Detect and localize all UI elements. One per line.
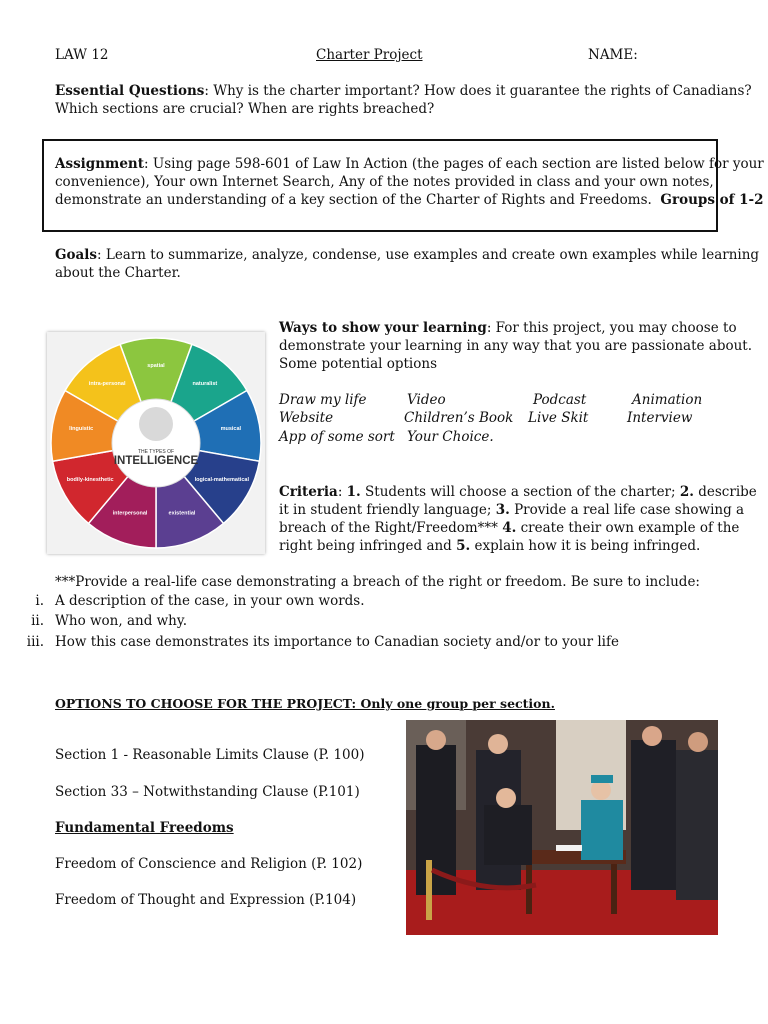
wheel-segment-label: bodily-kinesthetic xyxy=(66,477,114,483)
case-intro: ***Provide a real-life case demonstrating a breach of the right or freedom. Be sure to include: xyxy=(55,574,700,590)
groups-note: Groups of 1-2 xyxy=(660,192,764,208)
fundamental-freedoms-heading: Fundamental Freedoms xyxy=(55,820,234,836)
wheel-segment-label: musical xyxy=(220,425,242,432)
case-item: A description of the case, in your own words. xyxy=(55,593,365,609)
head-icon xyxy=(139,407,173,441)
wheel-segment-label: logical-mathematical xyxy=(194,477,250,483)
wheel-segment-label: interpersonal xyxy=(112,510,148,517)
assignment-label: Assignment xyxy=(55,156,144,172)
case-item-num: i. xyxy=(35,593,44,609)
essential-label: Essential Questions xyxy=(55,83,205,99)
freedom-thought: Freedom of Thought and Expression (P.104) xyxy=(55,892,357,908)
case-item: How this case demonstrates its importance to Canadian society and/or to your life xyxy=(55,634,619,650)
document-title: Charter Project xyxy=(316,47,423,63)
case-item-num: ii. xyxy=(31,613,44,629)
options-heading: OPTIONS TO CHOOSE FOR THE PROJECT: Only one group per section. xyxy=(55,696,555,711)
option-podcast: Podcast xyxy=(533,392,587,408)
option-your-choice: Your Choice. xyxy=(407,429,494,445)
option-app: App of some sort xyxy=(279,429,395,445)
assignment-text: Assignment: Using page 598-601 of Law In Action (the pages of each section are listed below for your convenience), Your own Internet Search, Any of the notes provided in class and your own notes, demonstrate an understanding of a key section of the Charter of Rights and Freedoms. Groups of 1-2 xyxy=(55,156,764,208)
wheel-segment-label: existential xyxy=(168,510,196,517)
wheel-segment-label: intra-personal xyxy=(88,380,126,387)
option-interview: Interview xyxy=(627,410,693,426)
charter-signing-photo xyxy=(406,720,718,935)
option-website: Website xyxy=(279,410,334,426)
criteria: Criteria: 1. Students will choose a section of the charter; 2. describe it in student friendly language; 3. Provide a real life case showing a breach of the Right/Freedom*** 4. create their own example of the right being infringed and 5. explain how it is being infringed. xyxy=(279,484,757,554)
freedom-conscience: Freedom of Conscience and Religion (P. 102) xyxy=(55,856,363,872)
option-live-skit: Live Skit xyxy=(528,410,589,426)
wheel-segment-label: naturalist xyxy=(192,380,218,387)
intelligence-wheel-graphic xyxy=(47,332,265,554)
ways-to-show: Ways to show your learning: For this project, you may choose to demonstrate your learning in any way that you are passionate about. Some potential options xyxy=(279,320,753,372)
goals: Goals: Learn to summarize, analyze, condense, use examples and create own examples while learning about the Charter. xyxy=(55,247,760,281)
option-childrens-book: Children’s Book xyxy=(404,410,514,426)
essential-questions: Essential Questions: Why is the charter important? How does it guarantee the rights of Canadians? Which sections are crucial? When are rights breached? xyxy=(55,83,752,117)
section-1: Section 1 - Reasonable Limits Clause (P. 100) xyxy=(55,747,365,763)
option-video: Video xyxy=(407,392,446,408)
case-item-num: iii. xyxy=(26,634,44,650)
case-item: Who won, and why. xyxy=(55,613,188,629)
wheel-center-small: THE TYPES OF xyxy=(137,449,175,455)
option-draw-my-life: Draw my life xyxy=(279,392,367,408)
ways-label: Ways to show your learning xyxy=(279,320,487,336)
goals-label: Goals xyxy=(55,247,98,263)
section-33: Section 33 – Notwithstanding Clause (P.101) xyxy=(55,784,360,800)
wheel-segment-label: spatial xyxy=(147,363,165,369)
photo-graphic xyxy=(406,720,718,935)
criteria-label: Criteria xyxy=(279,484,338,500)
wheel-segment-label: linguistic xyxy=(69,425,94,432)
course-code: LAW 12 xyxy=(55,47,109,63)
name-label: NAME: xyxy=(588,47,638,63)
intelligence-wheel-image xyxy=(47,332,265,554)
option-animation: Animation xyxy=(632,392,703,408)
wheel-center-title: INTELLIGENCE xyxy=(113,455,199,467)
